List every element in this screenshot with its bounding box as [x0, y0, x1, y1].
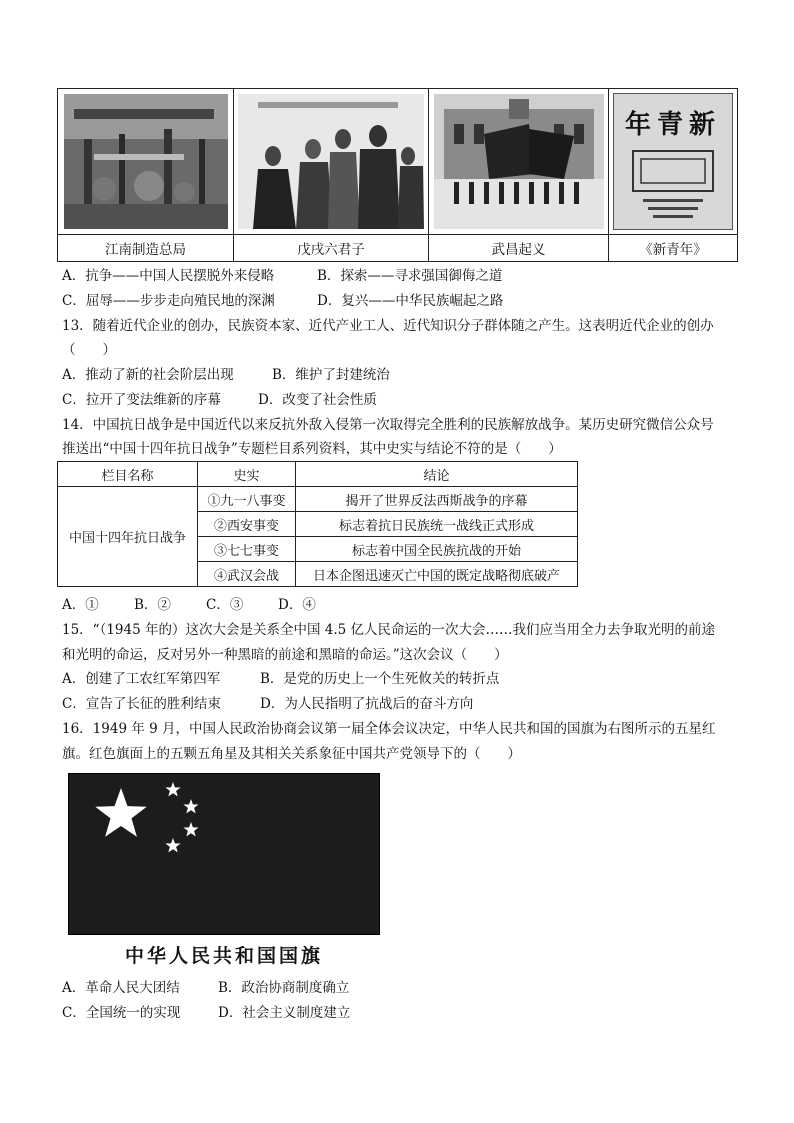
- q13-option-a[interactable]: A．推动了新的社会阶层出现: [62, 367, 234, 383]
- five-star-flag-icon: [68, 773, 380, 935]
- photo-jiangnan-arsenal: [58, 89, 234, 235]
- conclusion-cell: 日本企图迅速灭亡中国的既定战略彻底破产: [296, 562, 578, 587]
- caption-six-gentlemen: 戊戌六君子: [234, 235, 429, 262]
- q12-photo-table: [57, 88, 738, 262]
- q12-option-b[interactable]: B．探索——寻求强国御侮之道: [317, 268, 503, 284]
- header-conclusion: 结论: [296, 462, 578, 487]
- q13-option-b[interactable]: B．维护了封建统治: [272, 367, 390, 383]
- q12-option-c[interactable]: C．屈辱——步步走向殖民地的深渊: [62, 293, 275, 309]
- q15-options-row-1: [62, 667, 499, 687]
- flag-figure: [68, 773, 380, 968]
- q16-options-row-2: [62, 1001, 350, 1021]
- q15-option-c[interactable]: C．宣告了长征的胜利结束: [62, 696, 221, 712]
- q12-options-row-1: [62, 264, 502, 284]
- q13-stem-line-1: 13．随着近代企业的创办，民族资本家、近代产业工人、近代知识分子群体随之产生。这表明近代企业的创办: [62, 318, 714, 334]
- q15-options-row-2: [62, 692, 473, 712]
- photo-six-gentlemen: [234, 89, 429, 235]
- q13-options-row-2: [62, 388, 377, 408]
- conclusion-cell: 标志着中国全民族抗战的开始: [296, 537, 578, 562]
- q15-option-d[interactable]: D．为人民指明了抗战后的奋斗方向: [260, 696, 474, 712]
- q15-stem-line-2: 和光明的命运，反对另外一种黑暗的前途和黑暗的命运。”这次会议（ ）: [62, 647, 508, 663]
- q14-stem-line-2: 推送出“中国十四年抗日战争”专题栏目系列资料，其中史实与结论不符的是（ ）: [62, 441, 562, 457]
- q13-option-d[interactable]: D．改变了社会性质: [258, 392, 377, 408]
- q13-stem-line-2: （ ）: [62, 342, 116, 358]
- q12-option-a[interactable]: A．抗争——中国人民摆脱外来侵略: [62, 268, 275, 284]
- q16-options-row-1: [62, 976, 349, 996]
- header-column-name: 栏目名称: [58, 462, 198, 487]
- portrait-photo-icon: [238, 94, 424, 229]
- table-row: [58, 487, 578, 512]
- q15-option-a[interactable]: A．创建了工农红军第四军: [62, 671, 221, 687]
- q13-options-row-1: [62, 363, 390, 383]
- magazine-title: 新青年: [624, 110, 721, 140]
- factory-photo-icon: [64, 94, 228, 229]
- flag-caption: 中华人民共和国国旗: [124, 945, 323, 967]
- q14-option-d[interactable]: D．④: [278, 597, 316, 613]
- caption-wuchang: 武昌起义: [429, 235, 609, 262]
- q15-option-b[interactable]: B．是党的历史上一个生死攸关的转折点: [260, 671, 500, 687]
- q12-option-d[interactable]: D．复兴——中华民族崛起之路: [317, 293, 504, 309]
- q16-option-d[interactable]: D．社会主义制度建立: [218, 1005, 351, 1021]
- column-name-cell: 中国十四年抗日战争: [58, 487, 198, 587]
- q14-options-row: [62, 593, 316, 613]
- fact-cell: ②西安事变: [198, 512, 296, 537]
- q16-option-b[interactable]: B．政治协商制度确立: [218, 980, 350, 996]
- q15-stem-line-1: 15．“（1945 年的）这次大会是关系全中国 4.5 亿人民命运的一次大会……我们应当用全力去争取光明的前途: [62, 622, 716, 638]
- q16-option-a[interactable]: A．革命人民大团结: [62, 980, 180, 996]
- conclusion-cell: 标志着抗日民族统一战线正式形成: [296, 512, 578, 537]
- q13-option-c[interactable]: C．拉开了变法维新的序幕: [62, 392, 221, 408]
- caption-jiangnan: 江南制造总局: [58, 235, 234, 262]
- q14-option-c[interactable]: C．③: [206, 597, 244, 613]
- q16-option-c[interactable]: C．全国统一的实现: [62, 1005, 181, 1021]
- q12-options-row-2: [62, 289, 503, 309]
- fact-cell: ③七七事变: [198, 537, 296, 562]
- caption-new-youth: 《新青年》: [609, 235, 738, 262]
- photo-new-youth: [609, 89, 738, 235]
- building-photo-icon: [434, 94, 604, 229]
- fact-cell: ①九一八事变: [198, 487, 296, 512]
- magazine-cover-icon: [613, 93, 733, 230]
- q14-option-a[interactable]: A．①: [62, 597, 99, 613]
- q16-stem-line-2: 旗。红色旗面上的五颗五角星及其相关关系象征中国共产党领导下的（ ）: [62, 746, 521, 762]
- q14-history-table: [57, 461, 578, 587]
- q14-option-b[interactable]: B．②: [134, 597, 171, 613]
- q16-stem-line-1: 16．1949 年 9 月，中国人民政治协商会议第一届全体会议决定，中华人民共和国的国旗为右图所示的五星红: [62, 721, 716, 737]
- conclusion-cell: 揭开了世界反法西斯战争的序幕: [296, 487, 578, 512]
- header-fact: 史实: [198, 462, 296, 487]
- q14-stem-line-1: 14．中国抗日战争是中国近代以来反抗外敌入侵第一次取得完全胜利的民族解放战争。某历史研究微信公众号: [62, 417, 714, 433]
- fact-cell: ④武汉会战: [198, 562, 296, 587]
- table-header-row: [58, 462, 578, 487]
- photo-wuchang-uprising: [429, 89, 609, 235]
